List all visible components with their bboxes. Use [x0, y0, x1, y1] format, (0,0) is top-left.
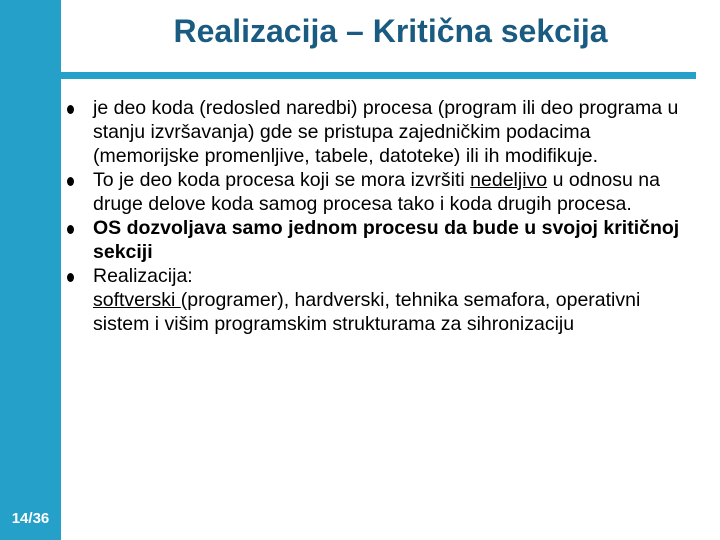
bullet-item	[67, 168, 697, 216]
page-number: 14/36	[11, 510, 50, 527]
bullet-dot-icon	[67, 177, 74, 186]
left-sidebar-bar	[0, 0, 61, 540]
slide-title: Realizacija – Kritična sekcija	[173, 13, 608, 49]
bullet-heading: Realizacija:	[93, 265, 193, 287]
bullet-dot-icon	[67, 105, 74, 114]
bullet-item	[67, 96, 697, 168]
title-divider	[61, 72, 696, 79]
bullet-item	[67, 216, 697, 264]
bullet-text-part: To je deo koda procesa koji se mora izvršiti	[93, 169, 471, 191]
bullet-list	[67, 96, 697, 336]
bullet-text-part: u odnosu na druge delove koda samog procesa tako i koda drugih procesa.	[93, 169, 660, 215]
bullet-bold-text: OS dozvoljava samo jednom procesu da bude u svojoj kritičnoj sekciji	[93, 217, 680, 263]
bullet-text-part: (programer), hardverski, tehnika semafora, operativni sistem i višim programskim strukturama za sihronizaciju	[93, 289, 641, 335]
bullet-underlined-term: softverski	[93, 289, 181, 311]
bullet-item	[67, 264, 697, 336]
bullet-dot-icon	[67, 273, 74, 282]
bullet-text: je deo koda (redosled naredbi) procesa (program ili deo programa u stanju izvršavanja) gde se pristupa zajedničkim podacima (memorijske promenljive, tabele, datoteke) ili ih modifikuje.	[93, 97, 679, 167]
bullet-underlined-term: nedeljivo	[470, 169, 548, 191]
bullet-dot-icon	[67, 225, 74, 234]
